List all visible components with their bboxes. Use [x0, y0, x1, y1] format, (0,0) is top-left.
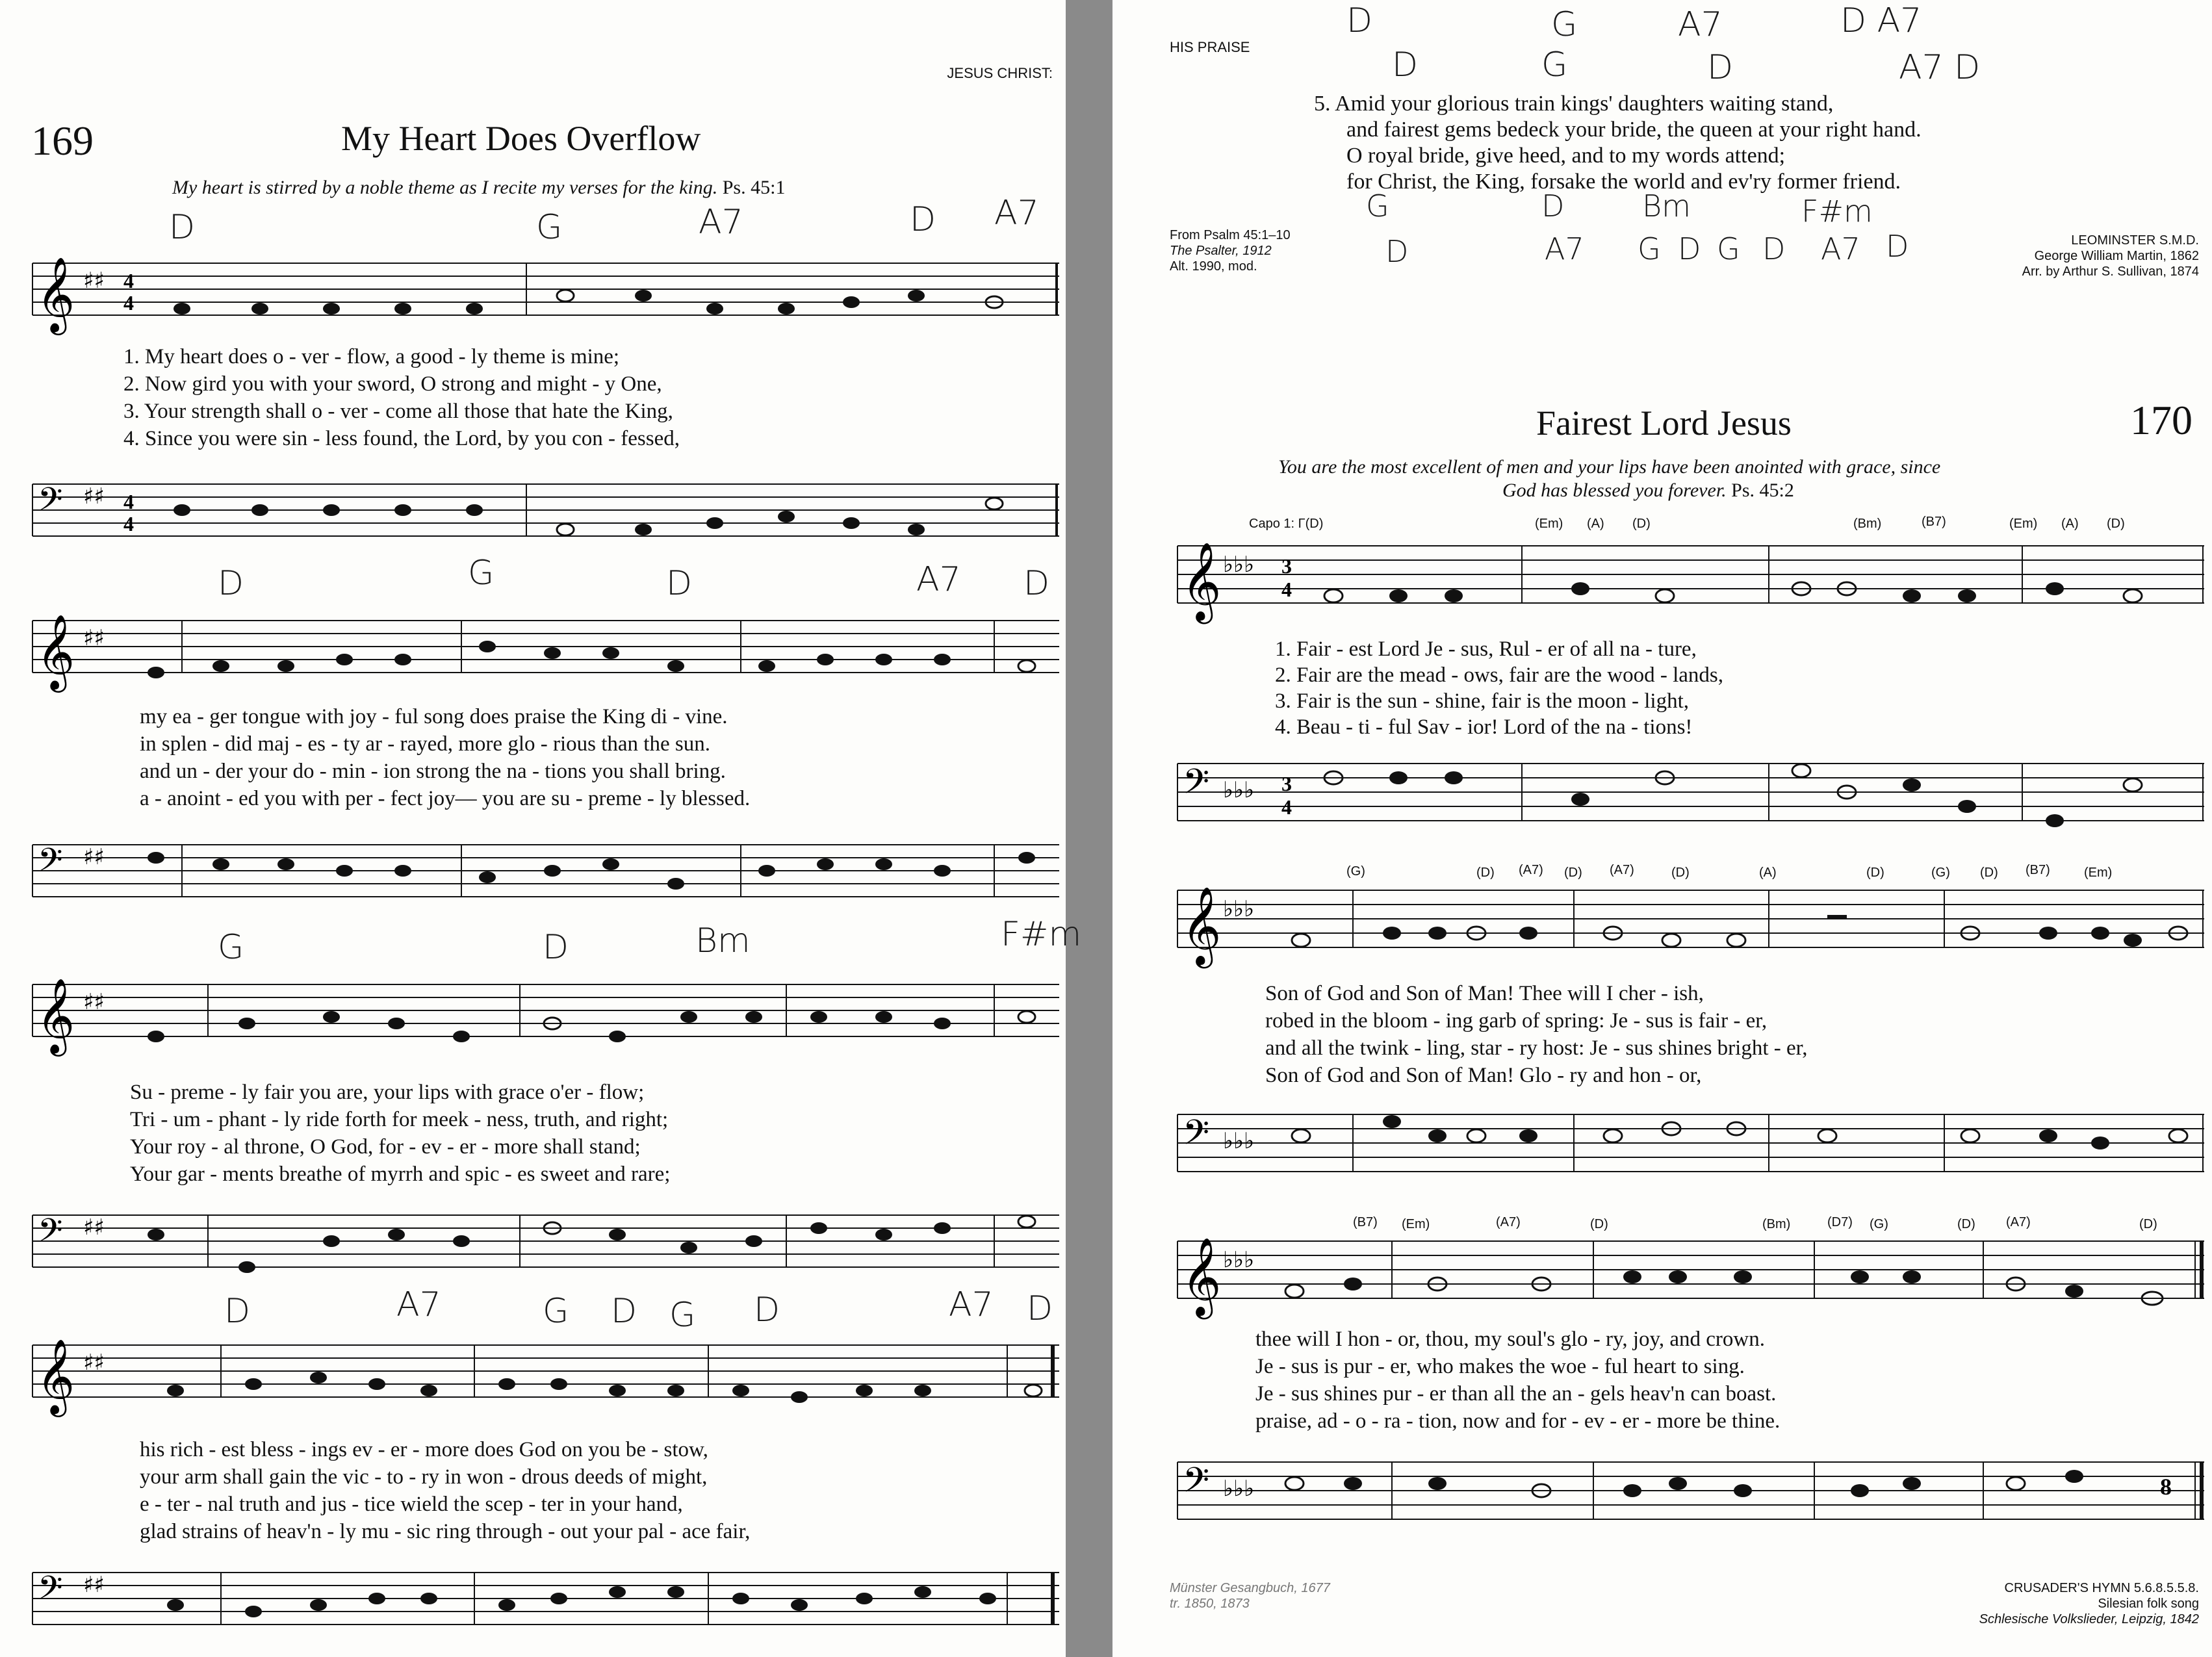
lyric-line: your arm shall gain the vic - to - ry in won - drous deeds of might, — [140, 1465, 708, 1489]
chord-label: A7 — [396, 1285, 441, 1324]
lyric-line: 2. Now gird you with your sword, O strong and might - y One, — [123, 372, 662, 396]
treble-staff — [1177, 539, 2204, 621]
svg-text:𝄢: 𝄢 — [1183, 1113, 1210, 1161]
treble-staff — [1177, 884, 2204, 965]
lyric-line: Son of God and Son of Man! Thee will I cher - ish, — [1265, 982, 1704, 1005]
lyric-line: in splen - did maj - es - ty ar - rayed, more glo - rious than the sun. — [140, 732, 710, 756]
svg-text:4: 4 — [123, 490, 134, 513]
chord-label: G — [1551, 5, 1578, 44]
verse-line: and fairest gems bedeck your bride, the queen at your right hand. — [1346, 118, 1922, 142]
bass-staff — [1177, 1108, 2204, 1179]
chord-label: D — [1027, 1289, 1053, 1328]
lyric-line: and all the twink - ling, star - ry host: Je - sus shines bright - er, — [1265, 1036, 1808, 1060]
svg-text:4: 4 — [1281, 795, 1292, 819]
lyric-line: e - ter - nal truth and jus - tice wield the scep - ter in your hand, — [140, 1493, 683, 1516]
svg-text:♯♯: ♯♯ — [83, 989, 105, 1015]
lyric-line: thee will I hon - or, thou, my soul's glo - ry, joy, and crown. — [1255, 1328, 1765, 1351]
svg-text:𝄞: 𝄞 — [1181, 541, 1222, 621]
lyric-line: glad strains of heav'n - ly mu - sic ring through - out your pal - ace fair, — [140, 1520, 751, 1543]
svg-text:4: 4 — [123, 512, 134, 535]
chord-label: G — [468, 554, 495, 593]
svg-text:𝄞: 𝄞 — [36, 613, 75, 689]
chord-small: (G) — [1870, 1217, 1888, 1231]
hymn-title: Fairest Lord Jesus — [1536, 404, 1792, 443]
chord-small: (A7) — [1496, 1215, 1521, 1229]
bass-staff — [32, 478, 1059, 543]
svg-text:3: 3 — [1281, 554, 1292, 578]
chord-label: D — [666, 564, 693, 603]
chord-label: D — [1541, 188, 1565, 224]
chord-small: (Bm) — [1762, 1217, 1791, 1231]
treble-staff — [1177, 1235, 2204, 1316]
epigraph-text: My heart is stirred by a noble theme as I recite my verses for the king. — [172, 177, 718, 198]
chord-label: G — [1717, 231, 1740, 266]
chord-small: (A) — [1587, 517, 1604, 531]
svg-text:♯♯: ♯♯ — [83, 268, 105, 294]
epigraph — [172, 177, 785, 199]
source-line: Silesian folk song — [2098, 1597, 2199, 1611]
chord-small: (D) — [1564, 866, 1582, 880]
epigraph-ref: Ps. 45:1 — [722, 177, 786, 198]
verse-line: 5. Amid your glorious train kings' daughters waiting stand, — [1314, 92, 1834, 116]
svg-text:𝄞: 𝄞 — [36, 1338, 75, 1414]
lyric-line: a - anoint - ed you with per - fect joy— you are su - preme - ly blessed. — [140, 787, 751, 810]
hymn-number: 169 — [31, 118, 94, 164]
chord-label: G — [1541, 45, 1568, 84]
source-line: CRUSADER'S HYMN 5.6.8.5.5.8. — [2004, 1581, 2199, 1595]
chord-small: (D) — [1632, 517, 1651, 531]
chord-label: A7 — [1678, 5, 1723, 44]
chord-small: (D) — [1957, 1217, 1975, 1231]
verse-line: O royal bride, give heed, and to my words attend; — [1346, 144, 1786, 168]
lyric-line: praise, ad - o - ra - tion, now and for - ev - er - more be thine. — [1255, 1409, 1781, 1433]
treble-staff — [32, 613, 1059, 689]
chord-label: Bm — [695, 921, 751, 960]
capo-text: Capo 1: — [1249, 517, 1295, 531]
lyric-line: 4. Since you were sin - less found, the Lord, by you con - fessed, — [123, 427, 680, 450]
epigraph-text: God has blessed you forever. — [1502, 480, 1727, 501]
text-source — [1170, 1580, 1330, 1612]
hymn-title: My Heart Does Overflow — [341, 119, 701, 158]
chord-label: D — [218, 564, 244, 603]
svg-text:𝄢: 𝄢 — [1183, 762, 1210, 810]
source-line: Alt. 1990, mod. — [1170, 259, 1257, 274]
chord-label: A7 — [699, 203, 743, 242]
chord-label: A7 — [916, 560, 961, 599]
svg-text:♭♭♭: ♭♭♭ — [1223, 777, 1255, 803]
svg-text:𝄢: 𝄢 — [38, 1569, 63, 1615]
lyric-line: my ea - ger tongue with joy - ful song does praise the King di - vine. — [140, 705, 728, 728]
svg-text:♯♯: ♯♯ — [83, 1350, 105, 1376]
chord-label: D — [754, 1291, 780, 1329]
svg-text:𝄞: 𝄞 — [36, 256, 75, 332]
svg-text:8: 8 — [2160, 1474, 2172, 1500]
chord-label: D — [1346, 1, 1373, 40]
chord-small: (G) — [1346, 864, 1365, 879]
svg-text:♯♯: ♯♯ — [83, 1214, 105, 1240]
chord-label: A7 — [1545, 231, 1584, 266]
chord-label: G — [669, 1296, 696, 1335]
lyric-line: 3. Fair is the sun - shine, fair is the moon - light, — [1275, 689, 1690, 713]
svg-text:𝄢: 𝄢 — [38, 841, 63, 887]
chord-small: (D) — [2139, 1217, 2157, 1231]
lyric-line: Je - sus is pur - er, who makes the woe - ful heart to sing. — [1255, 1355, 1745, 1378]
svg-text:3: 3 — [1281, 772, 1292, 795]
chord-small: (D) — [1476, 866, 1495, 880]
epigraph-ref: Ps. 45:2 — [1731, 480, 1794, 501]
chord-label: D — [1392, 45, 1419, 84]
lyric-line: 4. Beau - ti - ful Sav - ior! Lord of the na - tions! — [1275, 715, 1693, 739]
lyric-line: Tri - um - phant - ly ride forth for meek - ness, truth, and right; — [130, 1108, 669, 1131]
chord-small: (B7) — [2026, 863, 2050, 877]
chord-small: (Bm) — [1853, 517, 1882, 531]
source-line: Münster Gesangbuch, 1677 — [1170, 1581, 1330, 1595]
svg-text:𝄞: 𝄞 — [1181, 886, 1222, 965]
svg-text:♯♯: ♯♯ — [83, 483, 105, 509]
chord-label: Bm — [1642, 188, 1691, 224]
chord-label: A7 — [949, 1285, 994, 1324]
chord-label: G — [1638, 231, 1661, 266]
svg-text:𝄢: 𝄢 — [38, 1212, 63, 1257]
source-line: The Psalter, 1912 — [1170, 244, 1272, 258]
chord-small: (A7) — [1519, 863, 1543, 877]
bass-staff — [32, 838, 1059, 903]
lyric-line: and un - der your do - min - ion strong the na - tions you shall bring. — [140, 760, 726, 783]
lyric-line: his rich - est bless - ings ev - er - more does God on you be - stow, — [140, 1438, 708, 1461]
chord-label: G — [536, 208, 563, 247]
svg-text:4: 4 — [123, 269, 134, 292]
chord-label: D — [1385, 234, 1409, 269]
chord-small: (D) — [1671, 866, 1690, 880]
chord-small: (G) — [1931, 866, 1950, 880]
svg-text:♯♯: ♯♯ — [83, 844, 105, 870]
bass-staff — [1177, 1456, 2204, 1527]
chord-small: (Em) — [1535, 517, 1563, 531]
lyric-line: Je - sus shines pur - er than all the an - gels heav'n can boast. — [1255, 1382, 1777, 1406]
chord-label: D — [611, 1292, 637, 1331]
chord-small: (A) — [1759, 866, 1777, 880]
chord-label: A7 D — [1899, 48, 1981, 87]
lyric-line: Your gar - ments breathe of myrrh and spic - es sweet and rare; — [130, 1162, 671, 1186]
epigraph-line-2 — [1502, 480, 1794, 502]
bass-staff — [32, 1566, 1059, 1631]
chord-label: A7 — [994, 194, 1039, 233]
source-line: LEOMINSTER S.M.D. — [2071, 233, 2199, 248]
chord-small: (Em) — [2009, 517, 2038, 531]
lyric-line: Your roy - al throne, O God, for - ev - er - more shall stand; — [130, 1135, 641, 1159]
chord-small: (D) — [1980, 866, 1998, 880]
chord-label: D — [1886, 229, 1909, 264]
chord-small: (Em) — [2084, 866, 2113, 880]
lyric-line: robed in the bloom - ing garb of spring: Je - sus is fair - er, — [1265, 1009, 1768, 1033]
chord-label: D — [543, 928, 569, 967]
hymn-number: 170 — [2130, 397, 2193, 443]
chord-label: G — [543, 1292, 569, 1331]
chord-small: (D) — [1305, 517, 1324, 531]
svg-text:♯♯: ♯♯ — [83, 1572, 105, 1598]
left-page — [0, 0, 1082, 1657]
bass-staff — [1177, 757, 2204, 828]
chord-label: D — [1707, 48, 1734, 87]
chord-small: (A) — [2061, 517, 2079, 531]
svg-text:♭♭♭: ♭♭♭ — [1223, 1476, 1255, 1502]
chord-label: F#m — [1801, 194, 1873, 229]
chord-small: (D) — [1590, 1217, 1608, 1231]
chord-small: (Em) — [1402, 1217, 1430, 1231]
svg-text:𝄢: 𝄢 — [1183, 1461, 1210, 1509]
chord-small: (B7) — [1353, 1215, 1378, 1229]
source-line: Schlesische Volkslieder, Leipzig, 1842 — [1979, 1612, 2199, 1626]
treble-staff — [32, 977, 1059, 1053]
chord-label: D — [1678, 231, 1701, 266]
running-header: JESUS CHRIST: — [947, 65, 1053, 81]
chord-label: D — [1762, 231, 1786, 266]
chord-label: F#m — [1001, 915, 1082, 954]
lyric-line: 2. Fair are the mead - ows, fair are the wood - lands, — [1275, 663, 1724, 687]
chord-small: (A7) — [1610, 863, 1634, 877]
lyric-line: Su - preme - ly fair you are, your lips with grace o'er - flow; — [130, 1081, 645, 1104]
chord-small: (B7) — [1922, 515, 1946, 529]
chord-label: D — [1023, 564, 1050, 603]
svg-text:♭♭♭: ♭♭♭ — [1223, 896, 1255, 922]
svg-text:♯♯: ♯♯ — [83, 625, 105, 651]
source-line: tr. 1850, 1873 — [1170, 1597, 1250, 1611]
treble-staff — [32, 1338, 1059, 1414]
chord-small: (D) — [2107, 517, 2125, 531]
text-source — [1170, 227, 1291, 274]
svg-text:4: 4 — [1281, 578, 1292, 601]
chord-label: A7 — [1821, 231, 1860, 266]
source-line: Arr. by Arthur S. Sullivan, 1874 — [2022, 264, 2199, 279]
source-line: From Psalm 45:1–10 — [1170, 228, 1291, 242]
right-page — [1112, 0, 2212, 1657]
svg-text:𝄞: 𝄞 — [1181, 1237, 1222, 1316]
lyric-line: 1. My heart does o - ver - flow, a good - ly theme is mine; — [123, 345, 620, 368]
chord-small: (D) — [1866, 866, 1884, 880]
svg-text:4: 4 — [123, 291, 134, 315]
treble-staff — [32, 256, 1059, 332]
epigraph-line-1: You are the most excellent of men and your lips have been anointed with grace, since — [1278, 456, 1941, 478]
tune-source — [2022, 233, 2199, 279]
lyric-line: Son of God and Son of Man! Glo - ry and hon - or, — [1265, 1064, 1702, 1087]
tune-source — [1979, 1580, 2199, 1627]
chord-label: D — [224, 1292, 251, 1331]
svg-text:𝄞: 𝄞 — [36, 977, 75, 1053]
chord-label: D — [169, 208, 196, 247]
chord-small: (D7) — [1827, 1215, 1853, 1229]
svg-text:♭♭♭: ♭♭♭ — [1223, 1128, 1255, 1154]
chord-label: D — [910, 200, 936, 239]
chord-label: D A7 — [1840, 1, 1922, 40]
svg-text:♭♭♭: ♭♭♭ — [1223, 1247, 1255, 1273]
chord-label: G — [218, 928, 244, 967]
lyric-line: 1. Fair - est Lord Je - sus, Rul - er of all na - ture, — [1275, 637, 1697, 661]
chord-small: (A7) — [2006, 1215, 2031, 1229]
source-line: George William Martin, 1862 — [2034, 249, 2199, 263]
svg-text:𝄢: 𝄢 — [38, 481, 63, 526]
capo-label: Capo 1: Γ(D) — [1249, 517, 1324, 531]
lyric-line: 3. Your strength shall o - ver - come all those that hate the King, — [123, 400, 673, 423]
svg-text:♭♭♭: ♭♭♭ — [1223, 552, 1255, 578]
chord-label: G — [1366, 188, 1389, 224]
bass-staff — [32, 1209, 1059, 1274]
running-header: HIS PRAISE — [1170, 39, 1250, 55]
verse-line: for Christ, the King, forsake the world and ev'ry former friend. — [1346, 170, 1901, 194]
